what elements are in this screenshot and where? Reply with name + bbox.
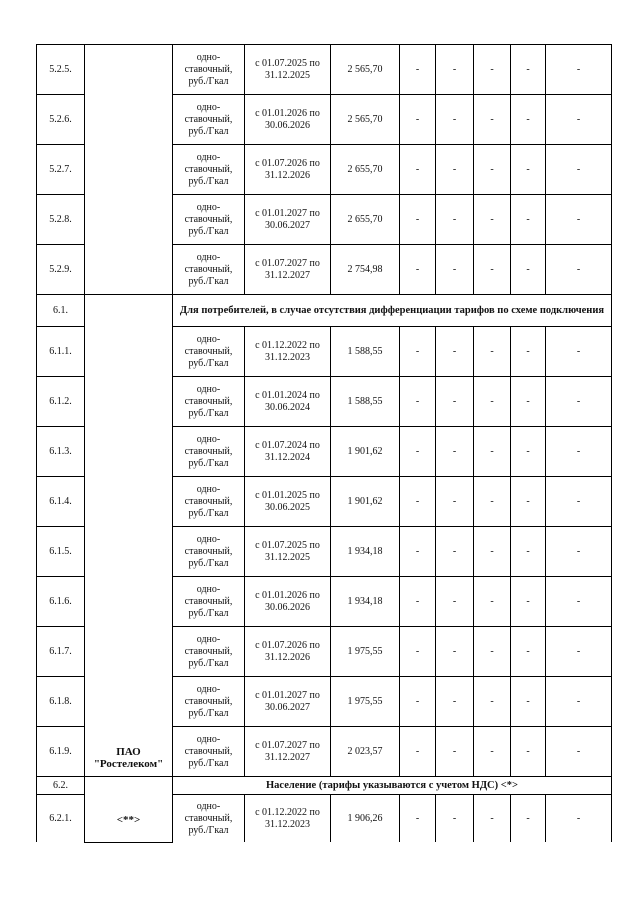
empty-dash: -: [546, 795, 612, 843]
empty-dash: -: [400, 727, 436, 777]
empty-dash: -: [400, 795, 436, 843]
empty-dash: -: [436, 627, 474, 677]
row-number: 5.2.5.: [37, 45, 85, 95]
tariff-value: 2 655,70: [331, 195, 400, 245]
rate-type: одно-ставочный, руб./Гкал: [173, 245, 245, 295]
empty-dash: -: [436, 95, 474, 145]
validity-period: с 01.07.2026 по 31.12.2026: [245, 627, 331, 677]
tariff-table-body: [37, 45, 612, 843]
row-number: 6.1.5.: [37, 527, 85, 577]
table-row: [37, 45, 612, 95]
empty-dash: -: [511, 377, 546, 427]
empty-dash: -: [474, 95, 511, 145]
empty-dash: -: [511, 145, 546, 195]
section-header-row: [37, 295, 612, 327]
rate-type: одно-ставочный, руб./Гкал: [173, 95, 245, 145]
row-number: 6.1.8.: [37, 677, 85, 727]
row-number: 6.1.9.: [37, 727, 85, 777]
validity-period: с 01.01.2025 по 30.06.2025: [245, 477, 331, 527]
empty-dash: -: [474, 727, 511, 777]
tariff-value: 2 023,57: [331, 727, 400, 777]
row-number: 5.2.9.: [37, 245, 85, 295]
tariff-value: 1 934,18: [331, 527, 400, 577]
organization-name: ПАО "Ростелеком": [85, 295, 173, 777]
rate-type: одно-ставочный, руб./Гкал: [173, 427, 245, 477]
empty-dash: -: [436, 195, 474, 245]
empty-dash: -: [511, 245, 546, 295]
validity-period: с 01.01.2024 по 30.06.2024: [245, 377, 331, 427]
empty-dash: -: [546, 527, 612, 577]
empty-dash: -: [546, 677, 612, 727]
tariff-value: 1 588,55: [331, 327, 400, 377]
empty-dash: -: [511, 727, 546, 777]
empty-dash: -: [400, 327, 436, 377]
empty-dash: -: [400, 145, 436, 195]
rate-type: одно-ставочный, руб./Гкал: [173, 627, 245, 677]
empty-dash: -: [436, 477, 474, 527]
empty-dash: -: [400, 45, 436, 95]
empty-dash: -: [511, 677, 546, 727]
tariff-table: [36, 44, 612, 843]
empty-dash: -: [546, 145, 612, 195]
row-number: 6.1.3.: [37, 427, 85, 477]
empty-dash: -: [436, 377, 474, 427]
tariff-value: 2 754,98: [331, 245, 400, 295]
rate-type: одно-ставочный, руб./Гкал: [173, 145, 245, 195]
empty-dash: -: [400, 627, 436, 677]
tariff-value: 1 901,62: [331, 427, 400, 477]
row-number: 5.2.7.: [37, 145, 85, 195]
empty-dash: -: [474, 527, 511, 577]
empty-dash: -: [546, 427, 612, 477]
empty-dash: -: [511, 95, 546, 145]
empty-dash: -: [546, 477, 612, 527]
tariff-value: 1 588,55: [331, 377, 400, 427]
row-number: 6.1.6.: [37, 577, 85, 627]
empty-dash: -: [474, 245, 511, 295]
empty-dash: -: [400, 377, 436, 427]
validity-period: с 01.07.2024 по 31.12.2024: [245, 427, 331, 477]
empty-dash: -: [436, 45, 474, 95]
empty-dash: -: [546, 327, 612, 377]
empty-dash: -: [511, 327, 546, 377]
tariff-value: 2 565,70: [331, 95, 400, 145]
rate-type: одно-ставочный, руб./Гкал: [173, 45, 245, 95]
tariff-value: 1 901,62: [331, 477, 400, 527]
validity-period: с 01.12.2022 по 31.12.2023: [245, 795, 331, 843]
rate-type: одно-ставочный, руб./Гкал: [173, 727, 245, 777]
rate-type: одно-ставочный, руб./Гкал: [173, 677, 245, 727]
empty-dash: -: [436, 327, 474, 377]
empty-dash: -: [474, 627, 511, 677]
validity-period: с 01.07.2026 по 31.12.2026: [245, 145, 331, 195]
tariff-value: 1 934,18: [331, 577, 400, 627]
empty-dash: -: [400, 677, 436, 727]
empty-dash: -: [511, 577, 546, 627]
empty-dash: -: [511, 45, 546, 95]
empty-dash: -: [474, 195, 511, 245]
row-number: 5.2.6.: [37, 95, 85, 145]
empty-dash: -: [400, 577, 436, 627]
empty-dash: -: [436, 245, 474, 295]
rate-type: одно-ставочный, руб./Гкал: [173, 195, 245, 245]
validity-period: с 01.01.2027 по 30.06.2027: [245, 195, 331, 245]
empty-dash: -: [474, 377, 511, 427]
empty-dash: -: [474, 795, 511, 843]
empty-dash: -: [511, 195, 546, 245]
empty-dash: -: [436, 145, 474, 195]
empty-dash: -: [474, 45, 511, 95]
empty-dash: -: [474, 327, 511, 377]
empty-dash: -: [400, 95, 436, 145]
validity-period: с 01.01.2027 по 30.06.2027: [245, 677, 331, 727]
empty-dash: -: [546, 727, 612, 777]
rate-type: одно-ставочный, руб./Гкал: [173, 327, 245, 377]
empty-dash: -: [546, 195, 612, 245]
validity-period: с 01.07.2027 по 31.12.2027: [245, 245, 331, 295]
empty-dash: -: [474, 477, 511, 527]
row-number: 6.2.1.: [37, 795, 85, 843]
row-number: 6.1.7.: [37, 627, 85, 677]
empty-dash: -: [436, 427, 474, 477]
tariff-value: 2 565,70: [331, 45, 400, 95]
rate-type: одно-ставочный, руб./Гкал: [173, 527, 245, 577]
empty-dash: -: [546, 95, 612, 145]
rate-type: одно-ставочный, руб./Гкал: [173, 377, 245, 427]
section-number: 6.2.: [37, 777, 85, 795]
validity-period: с 01.01.2026 по 30.06.2026: [245, 577, 331, 627]
empty-dash: -: [546, 577, 612, 627]
empty-dash: -: [474, 677, 511, 727]
empty-dash: -: [511, 527, 546, 577]
empty-dash: -: [546, 627, 612, 677]
empty-dash: -: [400, 527, 436, 577]
empty-dash: -: [474, 427, 511, 477]
rate-type: одно-ставочный, руб./Гкал: [173, 577, 245, 627]
rate-type: одно-ставочный, руб./Гкал: [173, 795, 245, 843]
empty-dash: -: [474, 577, 511, 627]
section-header-row: [37, 777, 612, 795]
empty-dash: -: [400, 427, 436, 477]
empty-dash: -: [400, 477, 436, 527]
row-number: 6.1.1.: [37, 327, 85, 377]
section-title: Население (тарифы указываются с учетом НДС) <*>: [173, 777, 612, 795]
tariff-value: 2 655,70: [331, 145, 400, 195]
empty-dash: -: [546, 377, 612, 427]
empty-dash: -: [436, 577, 474, 627]
tariff-value: 1 906,26: [331, 795, 400, 843]
empty-dash: -: [511, 427, 546, 477]
tariff-value: 1 975,55: [331, 677, 400, 727]
validity-period: с 01.07.2025 по 31.12.2025: [245, 45, 331, 95]
empty-dash: -: [511, 627, 546, 677]
empty-dash: -: [546, 45, 612, 95]
empty-dash: -: [436, 795, 474, 843]
row-number: 6.1.2.: [37, 377, 85, 427]
validity-period: с 01.07.2025 по 31.12.2025: [245, 527, 331, 577]
validity-period: с 01.01.2026 по 30.06.2026: [245, 95, 331, 145]
empty-dash: -: [511, 477, 546, 527]
validity-period: с 01.07.2027 по 31.12.2027: [245, 727, 331, 777]
rate-type: одно-ставочный, руб./Гкал: [173, 477, 245, 527]
section-number: 6.1.: [37, 295, 85, 327]
empty-dash: -: [436, 527, 474, 577]
validity-period: с 01.12.2022 по 31.12.2023: [245, 327, 331, 377]
empty-dash: -: [511, 795, 546, 843]
organization-note: <**>: [85, 777, 173, 843]
section-title: Для потребителей, в случае отсутствия дифференциации тарифов по схеме подключения: [173, 295, 612, 327]
empty-dash: -: [546, 245, 612, 295]
empty-dash: -: [474, 145, 511, 195]
organization-cell-continued: [85, 45, 173, 295]
empty-dash: -: [400, 245, 436, 295]
row-number: 5.2.8.: [37, 195, 85, 245]
row-number: 6.1.4.: [37, 477, 85, 527]
empty-dash: -: [436, 727, 474, 777]
empty-dash: -: [400, 195, 436, 245]
tariff-value: 1 975,55: [331, 627, 400, 677]
empty-dash: -: [436, 677, 474, 727]
